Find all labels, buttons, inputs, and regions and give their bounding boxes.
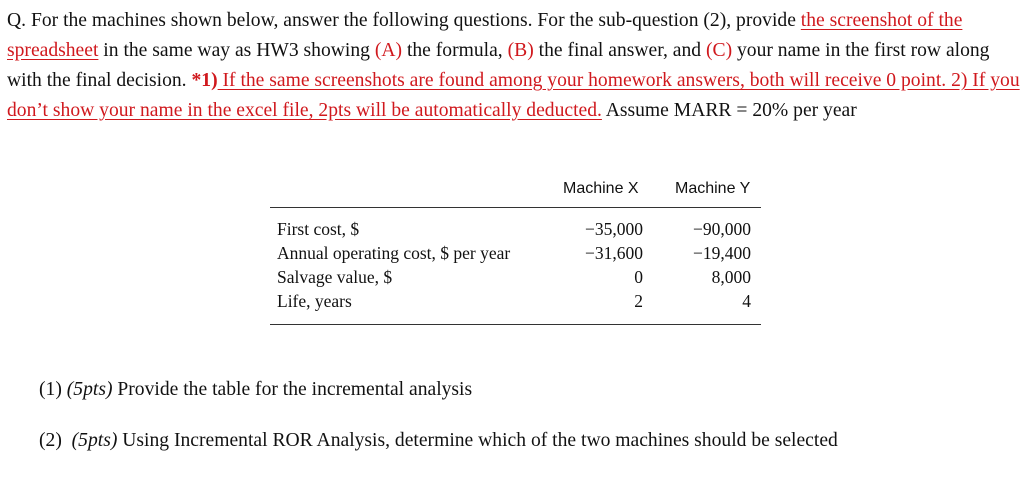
question-text: [7, 6, 1022, 126]
subquestion-number: (2): [39, 430, 62, 451]
question-text-3: the formula,: [402, 40, 508, 61]
warning-text: If the same screenshots are found among your homework answers, both will receive 0 point. 2) If you don’t show your name in the excel file, 2pts will be automatically deducted.: [7, 70, 1020, 121]
row-label: First cost, $: [277, 219, 360, 239]
marker-b: (B): [507, 40, 534, 61]
row-label: Salvage value, $: [277, 267, 393, 287]
question-text-4: the final answer, and: [533, 40, 706, 61]
marr-assumption: Assume MARR = 20% per year: [601, 100, 857, 121]
warning-marker: *1): [191, 70, 218, 91]
value-machine-x: −31,600: [585, 243, 643, 263]
subquestion-points: (5pts): [71, 430, 118, 451]
subquestion-points: (5pts): [66, 379, 113, 400]
question-text-5: your name in the first row along with the final decision.: [7, 40, 990, 91]
row-label: Annual operating cost, $ per year: [277, 243, 511, 263]
question-text-2: in the same way as HW3 showing: [98, 40, 375, 61]
value-machine-x: −35,000: [585, 219, 643, 239]
header-machine-x: Machine X: [563, 180, 639, 197]
table-bottom-rule: [270, 324, 761, 325]
row-label: Life, years: [277, 291, 352, 311]
table-top-rule: [270, 207, 761, 208]
value-machine-y: −90,000: [693, 219, 751, 239]
value-machine-y: 4: [742, 291, 751, 311]
value-machine-x: 2: [634, 291, 643, 311]
subquestion-2: [39, 430, 838, 452]
subquestion-number: (1): [39, 379, 62, 400]
subquestion-text: Using Incremental ROR Analysis, determine which of the two machines should be selected: [117, 430, 838, 451]
header-machine-y: Machine Y: [675, 180, 751, 197]
table-row-life: [270, 291, 761, 315]
value-machine-y: 8,000: [711, 267, 751, 287]
subquestion-text: Provide the table for the incremental analysis: [112, 379, 473, 400]
marker-a: (A): [374, 40, 403, 61]
question-intro: Q. For the machines shown below, answer the following questions. For the sub-question (2), provide: [7, 10, 801, 31]
table-row-first-cost: [270, 219, 761, 243]
value-machine-x: 0: [634, 267, 643, 287]
value-machine-y: −19,400: [693, 243, 751, 263]
marker-c: (C): [705, 40, 733, 61]
subquestion-1: [39, 379, 472, 401]
table-row-operating-cost: [270, 243, 761, 267]
machines-table: [270, 176, 761, 326]
table-row-salvage-value: [270, 267, 761, 291]
screenshot-link[interactable]: the screenshot of the spreadsheet: [7, 10, 963, 61]
